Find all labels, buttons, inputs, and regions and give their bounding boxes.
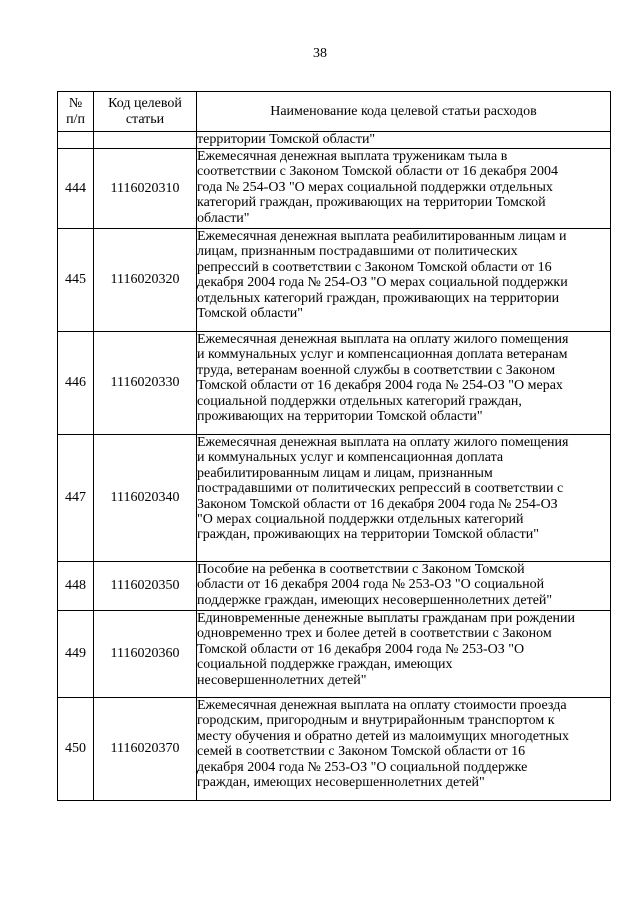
- table-row: [58, 698, 611, 801]
- header-code: Код целевой статьи: [94, 92, 197, 132]
- continuation-row: [58, 132, 611, 149]
- header-number: № п/п: [58, 92, 94, 132]
- row-number: 450: [58, 698, 94, 801]
- table-row: [58, 435, 611, 562]
- budget-codes-table: [57, 91, 611, 801]
- row-number: 444: [58, 149, 94, 229]
- header-name: Наименование кода целевой статьи расходов: [197, 92, 611, 132]
- table-row: [58, 562, 611, 611]
- table-row: [58, 332, 611, 435]
- row-code: 1116020370: [94, 698, 197, 801]
- row-code: 1116020310: [94, 149, 197, 229]
- row-number: 447: [58, 435, 94, 562]
- row-name: Пособие на ребенка в соответствии с Законом Томской области от 16 декабря 2004 года № 253-ОЗ "О социальной поддержке граждан, имеющих несовершеннолетних детей": [197, 562, 611, 611]
- page-number: 38: [313, 46, 327, 61]
- row-code: 1116020360: [94, 611, 197, 698]
- continuation-num-cell: [58, 132, 94, 149]
- continuation-name-cell: территории Томской области": [197, 132, 611, 149]
- row-code: 1116020340: [94, 435, 197, 562]
- table-header-row: [58, 92, 611, 132]
- row-code: 1116020320: [94, 229, 197, 332]
- table-row: [58, 229, 611, 332]
- row-name: Ежемесячная денежная выплата на оплату жилого помещения и коммунальных услуг и компенсационная доплата реабилитированным лицам и лицам, признанным пострадавшими от политических репрессий в соответствии с Законом Томской области от 16 декабря 2004 года № 254-ОЗ "О мерах социальной поддержки отдельных категорий граждан, проживающих на территории Томской области": [197, 435, 611, 562]
- row-number: 446: [58, 332, 94, 435]
- table-row: [58, 149, 611, 229]
- row-name: Ежемесячная денежная выплата на оплату жилого помещения и коммунальных услуг и компенсационная доплата ветеранам труда, ветеранам военной службы в соответствии с Законом Томской области от 16 декабря 2004 года № 254-ОЗ "О мерах социальной поддержки отдельных категорий граждан, проживающих на территории Томской области": [197, 332, 611, 435]
- table-row: [58, 611, 611, 698]
- row-number: 445: [58, 229, 94, 332]
- row-name: Ежемесячная денежная выплата на оплату стоимости проезда городским, пригородным и внутрирайонным транспортом к месту обучения и обратно детей из малоимущих многодетных семей в соответствии с Законом Томской области от 16 декабря 2004 года № 253-ОЗ "О социальной поддержке граждан, имеющих несовершеннолетних детей": [197, 698, 611, 801]
- row-code: 1116020330: [94, 332, 197, 435]
- continuation-code-cell: [94, 132, 197, 149]
- row-name: Единовременные денежные выплаты гражданам при рождении одновременно трех и более детей в соответствии с Законом Томской области от 16 декабря 2004 года № 253-ОЗ "О социальной поддержке граждан, имеющих несовершеннолетних детей": [197, 611, 611, 698]
- row-code: 1116020350: [94, 562, 197, 611]
- row-number: 449: [58, 611, 94, 698]
- row-name: Ежемесячная денежная выплата реабилитированным лицам и лицам, признанным пострадавшими от политических репрессий в соответствии с Законом Томской области от 16 декабря 2004 года № 254-ОЗ "О мерах социальной поддержки отдельных категорий граждан, проживающих на территории Томской области": [197, 229, 611, 332]
- row-number: 448: [58, 562, 94, 611]
- row-name: Ежемесячная денежная выплата труженикам тыла в соответствии с Законом Томской области от 16 декабря 2004 года № 254-ОЗ "О мерах социальной поддержки отдельных категорий граждан, проживающих на территории Томской области": [197, 149, 611, 229]
